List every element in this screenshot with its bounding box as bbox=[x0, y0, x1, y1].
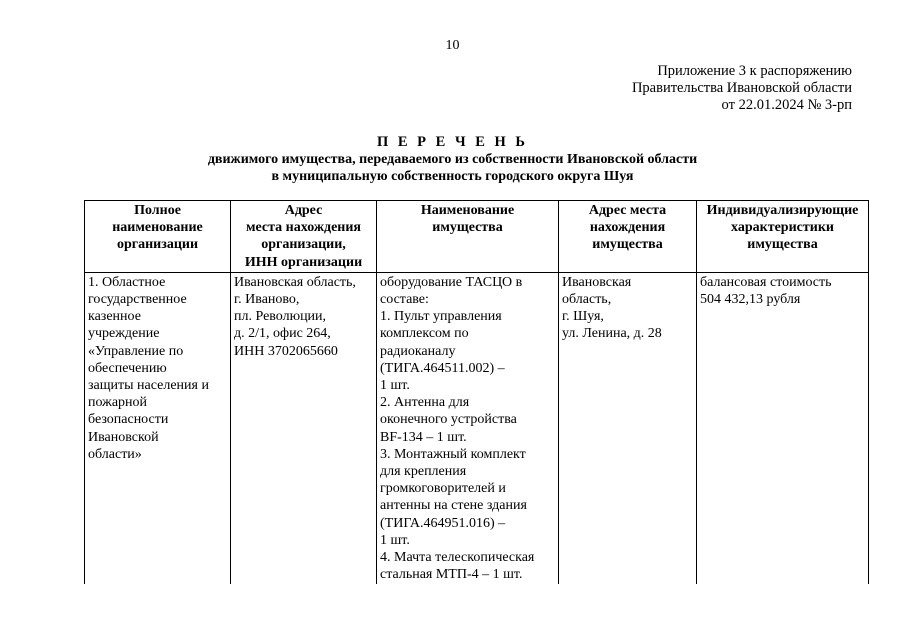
cell-line: 1. Областное bbox=[88, 274, 166, 290]
cell-line: г. Иваново, bbox=[234, 292, 300, 308]
cell-line: имущества bbox=[592, 237, 663, 253]
cell-line: громкоговорителей и bbox=[380, 481, 506, 497]
cell-line: 2. Антенна для bbox=[380, 395, 470, 411]
cell-line: области» bbox=[88, 446, 142, 462]
cell-line: места нахождения bbox=[245, 220, 362, 236]
cell-line: нахождения bbox=[589, 220, 666, 236]
cell-property bbox=[377, 272, 559, 584]
cell-line: стальная МТП-4 – 1 шт. bbox=[380, 567, 523, 583]
cell-line: имущества bbox=[432, 220, 503, 236]
cell-line: характеристики bbox=[731, 220, 834, 236]
annex-line: от 22.01.2024 № 3-рп bbox=[721, 97, 852, 113]
cell-line: казенное bbox=[88, 309, 141, 325]
cell-organization bbox=[85, 272, 231, 584]
header-property-address bbox=[559, 201, 697, 273]
cell-line: Индивидуализирующие bbox=[706, 203, 859, 218]
cell-line: пожарной bbox=[88, 395, 148, 411]
cell-line: Ивановская область, bbox=[234, 274, 356, 290]
cell-line: для крепления bbox=[380, 464, 467, 480]
table-header-row bbox=[85, 201, 869, 273]
cell-line: 3. Монтажный комплект bbox=[380, 446, 526, 462]
cell-line: Наименование bbox=[420, 203, 515, 218]
header-org-address bbox=[231, 201, 377, 273]
cell-line: организации, bbox=[261, 237, 346, 253]
cell-line: Адрес места bbox=[588, 203, 667, 218]
annex-line: Правительства Ивановской области bbox=[631, 80, 852, 96]
cell-line: составе: bbox=[380, 292, 429, 308]
cell-line: (ТИГА.464951.016) – bbox=[380, 515, 506, 531]
cell-line: 1 шт. bbox=[380, 378, 410, 394]
cell-line: ул. Ленина, д. 28 bbox=[562, 326, 662, 342]
property-table bbox=[84, 200, 869, 584]
cell-line: оконечного устройства bbox=[380, 412, 517, 428]
cell-org-address bbox=[231, 272, 377, 584]
cell-line: 1 шт. bbox=[380, 532, 410, 548]
cell-characteristics bbox=[697, 272, 869, 584]
cell-line: учреждение bbox=[88, 326, 160, 342]
cell-line: обеспечению bbox=[88, 360, 167, 376]
annex-line: Приложение 3 к распоряжению bbox=[657, 63, 852, 79]
cell-line: имущества bbox=[747, 237, 818, 253]
document-title bbox=[0, 134, 905, 185]
title-line: движимого имущества, передаваемого из собственности Ивановской области bbox=[207, 152, 698, 167]
cell-line: 4. Мачта телескопическая bbox=[380, 550, 535, 566]
cell-line: организации bbox=[116, 237, 199, 253]
cell-line: ИНН организации bbox=[244, 254, 363, 270]
title-heading: П Е Р Е Ч Е Н Ь bbox=[376, 134, 529, 150]
cell-line: радиоканалу bbox=[380, 343, 456, 359]
cell-line: балансовая стоимость bbox=[700, 274, 832, 290]
header-characteristics bbox=[697, 201, 869, 273]
cell-line: Ивановской bbox=[88, 429, 159, 445]
cell-line: BF-134 – 1 шт. bbox=[380, 429, 467, 445]
title-line: в муниципальную собственность городского округа Шуя bbox=[271, 169, 634, 184]
cell-line: Полное bbox=[134, 203, 181, 218]
table-row bbox=[85, 272, 869, 584]
cell-line: ИНН 3702065660 bbox=[234, 343, 338, 359]
cell-line: 504 432,13 рубля bbox=[700, 292, 801, 308]
cell-line: д. 2/1, офис 264, bbox=[234, 326, 331, 342]
cell-line: область, bbox=[562, 292, 612, 308]
cell-line: г. Шуя, bbox=[562, 309, 604, 325]
page-number: 10 bbox=[445, 38, 460, 53]
cell-line: антенны на стене здания bbox=[380, 498, 527, 514]
cell-line: пл. Революции, bbox=[234, 309, 327, 325]
cell-line: защиты населения и bbox=[88, 378, 209, 394]
cell-line: 1. Пульт управления bbox=[380, 309, 502, 325]
header-organization bbox=[85, 201, 231, 273]
cell-line: наименование bbox=[112, 220, 203, 236]
cell-line: (ТИГА.464511.002) – bbox=[380, 360, 505, 376]
cell-line: безопасности bbox=[88, 412, 169, 428]
header-property bbox=[377, 201, 559, 273]
cell-line: государственное bbox=[88, 292, 187, 308]
cell-line: Адрес bbox=[284, 203, 323, 218]
annex-reference bbox=[632, 63, 852, 114]
cell-line: «Управление по bbox=[88, 343, 184, 359]
cell-line: Ивановская bbox=[562, 274, 632, 290]
cell-line: оборудование ТАСЦО в bbox=[380, 274, 523, 290]
cell-line: комплексом по bbox=[380, 326, 469, 342]
cell-property-address bbox=[559, 272, 697, 584]
